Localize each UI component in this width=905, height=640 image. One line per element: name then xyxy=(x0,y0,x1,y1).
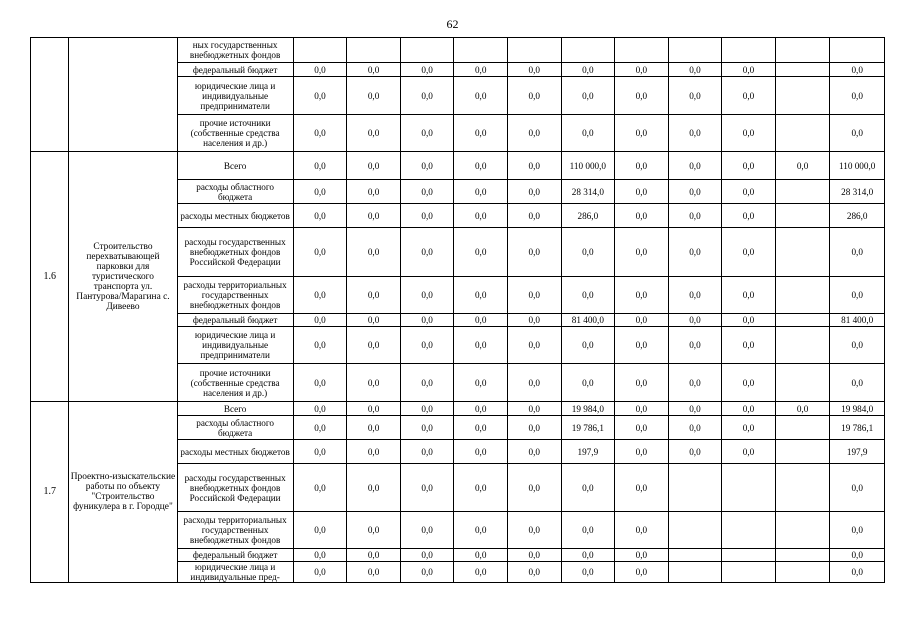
value-cell: 0,0 xyxy=(561,115,615,152)
value-cell xyxy=(830,38,885,63)
value-cell xyxy=(775,277,830,314)
value-cell: 0,0 xyxy=(347,277,401,314)
value-cell xyxy=(668,549,722,562)
value-cell: 0,0 xyxy=(293,314,347,327)
value-cell: 0,0 xyxy=(400,115,454,152)
value-cell xyxy=(775,562,830,583)
value-cell: 0,0 xyxy=(400,204,454,228)
funding-source-cell: юридические лица и индивидуальные предприниматели xyxy=(177,327,293,364)
value-cell xyxy=(668,562,722,583)
value-cell: 81 400,0 xyxy=(561,314,615,327)
value-cell: 0,0 xyxy=(400,364,454,402)
funding-source-cell: федеральный бюджет xyxy=(177,549,293,562)
value-cell: 0,0 xyxy=(830,562,885,583)
funding-source-cell: федеральный бюджет xyxy=(177,314,293,327)
value-cell xyxy=(775,314,830,327)
value-cell xyxy=(668,464,722,512)
value-cell xyxy=(775,327,830,364)
value-cell xyxy=(775,512,830,549)
value-cell: 0,0 xyxy=(454,327,508,364)
value-cell: 0,0 xyxy=(347,549,401,562)
value-cell xyxy=(775,364,830,402)
value-cell: 0,0 xyxy=(507,512,561,549)
value-cell: 0,0 xyxy=(454,277,508,314)
value-cell: 0,0 xyxy=(293,77,347,115)
value-cell: 0,0 xyxy=(400,402,454,416)
value-cell: 286,0 xyxy=(830,204,885,228)
value-cell: 0,0 xyxy=(293,549,347,562)
value-cell: 0,0 xyxy=(293,416,347,440)
value-cell: 0,0 xyxy=(615,440,669,464)
value-cell: 0,0 xyxy=(830,464,885,512)
value-cell: 0,0 xyxy=(830,512,885,549)
funding-source-cell: юридические лица и индивидуальные предприниматели xyxy=(177,77,293,115)
value-cell: 0,0 xyxy=(347,364,401,402)
value-cell: 0,0 xyxy=(668,277,722,314)
value-cell: 0,0 xyxy=(454,464,508,512)
funding-source-cell: расходы местных бюджетов xyxy=(177,204,293,228)
value-cell xyxy=(722,464,776,512)
value-cell: 81 400,0 xyxy=(830,314,885,327)
value-cell: 0,0 xyxy=(454,204,508,228)
value-cell xyxy=(668,38,722,63)
value-cell: 0,0 xyxy=(507,402,561,416)
value-cell xyxy=(347,38,401,63)
value-cell: 0,0 xyxy=(830,77,885,115)
value-cell: 0,0 xyxy=(400,77,454,115)
value-cell: 0,0 xyxy=(615,152,669,180)
value-cell: 0,0 xyxy=(830,277,885,314)
value-cell xyxy=(668,512,722,549)
value-cell: 0,0 xyxy=(347,63,401,77)
value-cell: 0,0 xyxy=(347,228,401,277)
value-cell: 0,0 xyxy=(400,512,454,549)
value-cell: 0,0 xyxy=(293,402,347,416)
project-name-cell xyxy=(69,38,177,152)
index-cell: 1.6 xyxy=(31,152,69,402)
value-cell: 286,0 xyxy=(561,204,615,228)
value-cell: 0,0 xyxy=(400,314,454,327)
value-cell: 0,0 xyxy=(293,277,347,314)
index-cell: 1.7 xyxy=(31,402,69,583)
value-cell xyxy=(775,115,830,152)
value-cell xyxy=(454,38,508,63)
funding-source-cell: ных государственных внебюджетных фондов xyxy=(177,38,293,63)
value-cell xyxy=(775,464,830,512)
value-cell: 0,0 xyxy=(400,440,454,464)
index-cell xyxy=(31,38,69,152)
value-cell: 0,0 xyxy=(347,327,401,364)
value-cell: 0,0 xyxy=(615,364,669,402)
value-cell: 0,0 xyxy=(293,204,347,228)
value-cell xyxy=(775,228,830,277)
value-cell: 0,0 xyxy=(400,63,454,77)
project-name-cell: Проектно-изыскательские работы по объекту "Строительство фуникулера в г. Городце" xyxy=(69,402,177,583)
value-cell: 0,0 xyxy=(454,228,508,277)
value-cell: 0,0 xyxy=(454,440,508,464)
value-cell xyxy=(775,549,830,562)
value-cell: 0,0 xyxy=(507,440,561,464)
funding-source-cell: расходы местных бюджетов xyxy=(177,440,293,464)
value-cell: 0,0 xyxy=(454,77,508,115)
value-cell: 197,9 xyxy=(561,440,615,464)
value-cell: 19 984,0 xyxy=(830,402,885,416)
value-cell: 0,0 xyxy=(615,228,669,277)
value-cell: 0,0 xyxy=(615,549,669,562)
value-cell: 110 000,0 xyxy=(830,152,885,180)
value-cell: 0,0 xyxy=(668,77,722,115)
value-cell: 0,0 xyxy=(615,464,669,512)
value-cell: 0,0 xyxy=(400,228,454,277)
value-cell: 0,0 xyxy=(507,63,561,77)
value-cell xyxy=(615,38,669,63)
value-cell: 0,0 xyxy=(830,327,885,364)
value-cell: 110 000,0 xyxy=(561,152,615,180)
funding-source-cell: прочие источники (собственные средства населения и др.) xyxy=(177,364,293,402)
value-cell: 0,0 xyxy=(722,314,776,327)
value-cell: 0,0 xyxy=(668,402,722,416)
value-cell: 0,0 xyxy=(722,180,776,204)
value-cell xyxy=(722,549,776,562)
value-cell: 0,0 xyxy=(722,327,776,364)
value-cell: 0,0 xyxy=(722,77,776,115)
value-cell: 0,0 xyxy=(507,115,561,152)
value-cell: 0,0 xyxy=(507,77,561,115)
value-cell: 0,0 xyxy=(615,562,669,583)
value-cell: 19 984,0 xyxy=(561,402,615,416)
table-row xyxy=(31,152,885,180)
value-cell: 0,0 xyxy=(668,327,722,364)
value-cell: 0,0 xyxy=(561,562,615,583)
value-cell: 0,0 xyxy=(615,416,669,440)
page-number: 62 xyxy=(446,17,459,31)
value-cell xyxy=(775,440,830,464)
value-cell: 0,0 xyxy=(668,115,722,152)
value-cell: 0,0 xyxy=(347,180,401,204)
value-cell: 0,0 xyxy=(668,63,722,77)
value-cell: 0,0 xyxy=(722,402,776,416)
value-cell: 0,0 xyxy=(507,277,561,314)
value-cell: 0,0 xyxy=(722,152,776,180)
value-cell: 28 314,0 xyxy=(830,180,885,204)
value-cell: 0,0 xyxy=(668,364,722,402)
value-cell: 0,0 xyxy=(561,77,615,115)
funding-source-cell: расходы территориальных государственных внебюджетных фондов xyxy=(177,277,293,314)
value-cell: 0,0 xyxy=(347,416,401,440)
value-cell: 0,0 xyxy=(722,228,776,277)
value-cell: 0,0 xyxy=(293,63,347,77)
value-cell xyxy=(507,38,561,63)
value-cell xyxy=(775,204,830,228)
value-cell: 0,0 xyxy=(615,115,669,152)
funding-source-cell: расходы областного бюджета xyxy=(177,180,293,204)
funding-source-cell: прочие источники (собственные средства населения и др.) xyxy=(177,115,293,152)
value-cell: 0,0 xyxy=(722,63,776,77)
value-cell: 0,0 xyxy=(830,115,885,152)
value-cell: 0,0 xyxy=(561,364,615,402)
funding-source-cell: расходы государственных внебюджетных фондов Российской Федерации xyxy=(177,228,293,277)
value-cell: 0,0 xyxy=(454,115,508,152)
value-cell: 0,0 xyxy=(830,228,885,277)
value-cell: 0,0 xyxy=(561,327,615,364)
value-cell: 0,0 xyxy=(293,115,347,152)
value-cell: 0,0 xyxy=(668,440,722,464)
value-cell: 0,0 xyxy=(561,228,615,277)
value-cell xyxy=(722,38,776,63)
value-cell: 0,0 xyxy=(615,402,669,416)
value-cell: 0,0 xyxy=(400,327,454,364)
funding-source-cell: Всего xyxy=(177,152,293,180)
value-cell xyxy=(775,77,830,115)
value-cell: 0,0 xyxy=(668,180,722,204)
value-cell: 0,0 xyxy=(722,115,776,152)
value-cell: 0,0 xyxy=(615,180,669,204)
value-cell: 0,0 xyxy=(561,549,615,562)
value-cell: 0,0 xyxy=(668,228,722,277)
value-cell: 0,0 xyxy=(561,277,615,314)
value-cell: 0,0 xyxy=(830,63,885,77)
table-body xyxy=(31,38,885,583)
value-cell: 0,0 xyxy=(722,416,776,440)
value-cell: 0,0 xyxy=(507,327,561,364)
value-cell: 0,0 xyxy=(561,512,615,549)
value-cell: 0,0 xyxy=(293,152,347,180)
value-cell: 0,0 xyxy=(454,152,508,180)
value-cell: 0,0 xyxy=(615,63,669,77)
value-cell xyxy=(775,416,830,440)
value-cell: 0,0 xyxy=(668,416,722,440)
value-cell xyxy=(400,38,454,63)
value-cell: 0,0 xyxy=(454,416,508,440)
value-cell: 0,0 xyxy=(347,440,401,464)
value-cell: 0,0 xyxy=(293,464,347,512)
value-cell: 0,0 xyxy=(347,115,401,152)
value-cell: 28 314,0 xyxy=(561,180,615,204)
value-cell: 0,0 xyxy=(293,228,347,277)
value-cell: 0,0 xyxy=(830,364,885,402)
value-cell: 0,0 xyxy=(722,277,776,314)
value-cell: 0,0 xyxy=(347,204,401,228)
value-cell: 0,0 xyxy=(507,204,561,228)
value-cell xyxy=(722,562,776,583)
funding-source-cell: расходы государственных внебюджетных фондов Российской Федерации xyxy=(177,464,293,512)
funding-source-cell: федеральный бюджет xyxy=(177,63,293,77)
value-cell: 0,0 xyxy=(293,440,347,464)
value-cell: 0,0 xyxy=(400,464,454,512)
value-cell: 0,0 xyxy=(454,512,508,549)
value-cell: 0,0 xyxy=(400,277,454,314)
funding-source-cell: расходы областного бюджета xyxy=(177,416,293,440)
value-cell xyxy=(722,512,776,549)
value-cell: 0,0 xyxy=(507,464,561,512)
value-cell: 0,0 xyxy=(561,464,615,512)
value-cell: 0,0 xyxy=(454,562,508,583)
value-cell: 0,0 xyxy=(615,512,669,549)
value-cell: 0,0 xyxy=(507,364,561,402)
value-cell: 0,0 xyxy=(615,314,669,327)
value-cell: 0,0 xyxy=(507,416,561,440)
value-cell: 0,0 xyxy=(507,562,561,583)
value-cell: 197,9 xyxy=(830,440,885,464)
value-cell: 0,0 xyxy=(347,402,401,416)
funding-source-cell: Всего xyxy=(177,402,293,416)
value-cell: 19 786,1 xyxy=(561,416,615,440)
value-cell: 0,0 xyxy=(615,204,669,228)
value-cell xyxy=(775,63,830,77)
value-cell xyxy=(561,38,615,63)
value-cell: 0,0 xyxy=(347,314,401,327)
value-cell: 0,0 xyxy=(454,63,508,77)
value-cell: 0,0 xyxy=(400,562,454,583)
value-cell: 0,0 xyxy=(507,314,561,327)
value-cell: 0,0 xyxy=(400,152,454,180)
value-cell: 0,0 xyxy=(507,180,561,204)
value-cell xyxy=(293,38,347,63)
value-cell: 0,0 xyxy=(454,364,508,402)
value-cell: 0,0 xyxy=(293,180,347,204)
value-cell xyxy=(775,180,830,204)
value-cell: 0,0 xyxy=(668,204,722,228)
funding-source-cell: расходы территориальных государственных внебюджетных фондов xyxy=(177,512,293,549)
value-cell: 0,0 xyxy=(293,364,347,402)
value-cell: 19 786,1 xyxy=(830,416,885,440)
value-cell: 0,0 xyxy=(293,327,347,364)
value-cell: 0,0 xyxy=(775,152,830,180)
value-cell: 0,0 xyxy=(830,549,885,562)
value-cell: 0,0 xyxy=(668,152,722,180)
value-cell: 0,0 xyxy=(615,327,669,364)
value-cell: 0,0 xyxy=(293,562,347,583)
value-cell: 0,0 xyxy=(347,77,401,115)
value-cell: 0,0 xyxy=(454,549,508,562)
funding-source-cell: юридические лица и индивидуальные пред- xyxy=(177,562,293,583)
value-cell: 0,0 xyxy=(400,549,454,562)
value-cell: 0,0 xyxy=(775,402,830,416)
value-cell: 0,0 xyxy=(615,77,669,115)
value-cell: 0,0 xyxy=(722,440,776,464)
value-cell: 0,0 xyxy=(454,180,508,204)
value-cell: 0,0 xyxy=(454,314,508,327)
value-cell: 0,0 xyxy=(615,277,669,314)
value-cell: 0,0 xyxy=(347,152,401,180)
value-cell: 0,0 xyxy=(400,416,454,440)
value-cell: 0,0 xyxy=(293,512,347,549)
value-cell: 0,0 xyxy=(668,314,722,327)
project-name-cell: Строительство перехватывающей парковки для туристического транспорта ул. Пантурова/Марагина с. Дивеево xyxy=(69,152,177,402)
value-cell: 0,0 xyxy=(561,63,615,77)
value-cell: 0,0 xyxy=(400,180,454,204)
value-cell: 0,0 xyxy=(347,512,401,549)
value-cell: 0,0 xyxy=(347,464,401,512)
value-cell: 0,0 xyxy=(507,228,561,277)
value-cell: 0,0 xyxy=(347,562,401,583)
value-cell: 0,0 xyxy=(722,204,776,228)
value-cell xyxy=(775,38,830,63)
value-cell: 0,0 xyxy=(507,549,561,562)
table-row xyxy=(31,38,885,63)
value-cell: 0,0 xyxy=(454,402,508,416)
table-row xyxy=(31,402,885,416)
budget-table xyxy=(30,37,885,583)
value-cell: 0,0 xyxy=(722,364,776,402)
value-cell: 0,0 xyxy=(507,152,561,180)
